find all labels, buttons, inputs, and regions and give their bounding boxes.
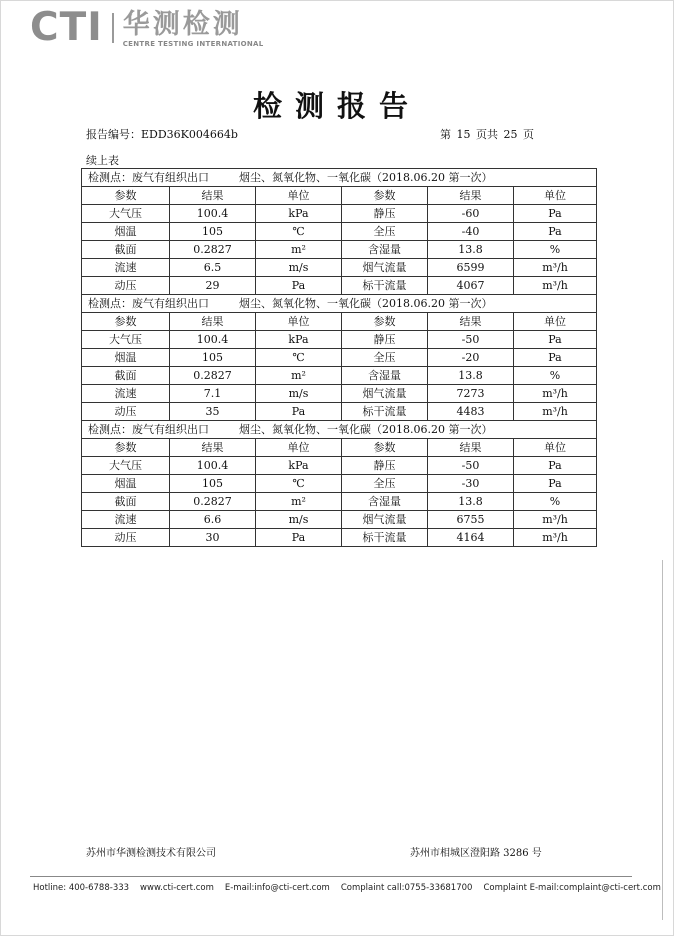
table-row bbox=[82, 403, 597, 421]
test-items-label: 烟尘、氮氧化物、一氧化碳（2018.06.20 第一次） bbox=[239, 423, 493, 436]
table-cell: Pa bbox=[514, 457, 597, 475]
table-cell: -40 bbox=[428, 223, 514, 241]
table-cell: Pa bbox=[256, 403, 342, 421]
column-header: 参数 bbox=[342, 313, 428, 331]
table-cell: Pa bbox=[256, 529, 342, 547]
footer-address: 苏州市相城区澄阳路 3286 号 bbox=[410, 848, 542, 859]
table-cell: 大气压 bbox=[82, 331, 170, 349]
table-cell: m³/h bbox=[514, 511, 597, 529]
footer-email[interactable]: E-mail:info@cti-cert.com bbox=[224, 883, 330, 893]
column-header-row bbox=[82, 439, 597, 457]
table-cell: m² bbox=[256, 241, 342, 259]
table-cell: 100.4 bbox=[170, 205, 256, 223]
table-cell: 动压 bbox=[82, 277, 170, 295]
table-cell: 13.8 bbox=[428, 493, 514, 511]
table-cell: -30 bbox=[428, 475, 514, 493]
table-cell: 标干流量 bbox=[342, 403, 428, 421]
table-cell: 大气压 bbox=[82, 205, 170, 223]
table-cell: ℃ bbox=[256, 475, 342, 493]
table-cell: 动压 bbox=[82, 403, 170, 421]
table-cell: 烟气流量 bbox=[342, 385, 428, 403]
test-site-label: 检测点：废气有组织出口 bbox=[88, 171, 209, 184]
table-cell: 105 bbox=[170, 223, 256, 241]
table-cell: 静压 bbox=[342, 205, 428, 223]
column-header: 单位 bbox=[514, 313, 597, 331]
table-cell: m³/h bbox=[514, 403, 597, 421]
table-cell: 静压 bbox=[342, 457, 428, 475]
table-row bbox=[82, 457, 597, 475]
table-cell: 截面 bbox=[82, 367, 170, 385]
logo-english-name: CENTRE TESTING INTERNATIONAL bbox=[122, 40, 264, 48]
column-header: 参数 bbox=[342, 439, 428, 457]
section-header-row bbox=[82, 169, 597, 187]
table-cell: 烟气流量 bbox=[342, 259, 428, 277]
column-header: 结果 bbox=[428, 439, 514, 457]
table-row bbox=[82, 493, 597, 511]
table-cell: 6.5 bbox=[170, 259, 256, 277]
table-cell: 烟温 bbox=[82, 223, 170, 241]
table-cell: 流速 bbox=[82, 511, 170, 529]
column-header: 单位 bbox=[514, 439, 597, 457]
column-header: 参数 bbox=[342, 187, 428, 205]
table-cell: 含湿量 bbox=[342, 367, 428, 385]
table-cell: kPa bbox=[256, 457, 342, 475]
continued-label: 续上表 bbox=[86, 154, 119, 167]
section-header bbox=[82, 295, 597, 313]
column-header: 参数 bbox=[82, 439, 170, 457]
page-fold-line bbox=[662, 560, 663, 920]
footer-website[interactable]: www.cti-cert.com bbox=[140, 883, 214, 893]
table-cell: 13.8 bbox=[428, 241, 514, 259]
table-cell: m³/h bbox=[514, 385, 597, 403]
table-cell: 标干流量 bbox=[342, 529, 428, 547]
table-cell: 0.2827 bbox=[170, 241, 256, 259]
table-row bbox=[82, 205, 597, 223]
table-cell: 静压 bbox=[342, 331, 428, 349]
table-cell: m² bbox=[256, 367, 342, 385]
measurement-table bbox=[81, 168, 597, 547]
report-number: 报告编号：EDD36K004664b bbox=[86, 128, 238, 141]
footer-hotline: Hotline: 400-6788-333 bbox=[33, 883, 130, 893]
table-cell: 4483 bbox=[428, 403, 514, 421]
table-cell: m/s bbox=[256, 259, 342, 277]
column-header: 结果 bbox=[170, 313, 256, 331]
footer-company: 苏州市华测检测技术有限公司 bbox=[86, 848, 216, 859]
logo-right bbox=[123, 10, 264, 49]
table-row bbox=[82, 349, 597, 367]
table-cell: m³/h bbox=[514, 259, 597, 277]
table-cell: 烟气流量 bbox=[342, 511, 428, 529]
table-cell: Pa bbox=[514, 475, 597, 493]
section-header-row bbox=[82, 421, 597, 439]
table-cell: m² bbox=[256, 493, 342, 511]
footer-complaint-email[interactable]: Complaint E-mail:complaint@cti-cert.com bbox=[483, 883, 661, 893]
table-cell: Pa bbox=[514, 223, 597, 241]
table-cell: 6.6 bbox=[170, 511, 256, 529]
table-cell: 105 bbox=[170, 349, 256, 367]
table-cell: 全压 bbox=[342, 223, 428, 241]
table-cell: 全压 bbox=[342, 349, 428, 367]
table-cell: 29 bbox=[170, 277, 256, 295]
table-row bbox=[82, 529, 597, 547]
table-row bbox=[82, 367, 597, 385]
table-row bbox=[82, 511, 597, 529]
table-row bbox=[82, 241, 597, 259]
column-header: 结果 bbox=[428, 313, 514, 331]
table-cell: 标干流量 bbox=[342, 277, 428, 295]
table-cell: -60 bbox=[428, 205, 514, 223]
column-header-row bbox=[82, 187, 597, 205]
table-cell: Pa bbox=[514, 349, 597, 367]
table-cell: m³/h bbox=[514, 277, 597, 295]
table-cell: m/s bbox=[256, 511, 342, 529]
report-title: 检测报告 bbox=[252, 89, 421, 123]
table-cell: % bbox=[514, 367, 597, 385]
table-cell: 含湿量 bbox=[342, 493, 428, 511]
column-header: 单位 bbox=[514, 187, 597, 205]
table-cell: 截面 bbox=[82, 241, 170, 259]
table-cell: 4067 bbox=[428, 277, 514, 295]
footer-divider bbox=[30, 876, 632, 877]
logo-divider bbox=[112, 13, 114, 43]
table-cell: 105 bbox=[170, 475, 256, 493]
table-row bbox=[82, 223, 597, 241]
table-cell: 0.2827 bbox=[170, 493, 256, 511]
section-header bbox=[82, 169, 597, 187]
table-row bbox=[82, 385, 597, 403]
table-cell: 截面 bbox=[82, 493, 170, 511]
table-cell: 烟温 bbox=[82, 349, 170, 367]
page-info: 第 15 页共 25 页 bbox=[440, 128, 534, 141]
column-header: 结果 bbox=[170, 439, 256, 457]
column-header: 参数 bbox=[82, 187, 170, 205]
table-cell: 0.2827 bbox=[170, 367, 256, 385]
table-cell: ℃ bbox=[256, 223, 342, 241]
table-cell: 烟温 bbox=[82, 475, 170, 493]
table-cell: 35 bbox=[170, 403, 256, 421]
column-header-row bbox=[82, 313, 597, 331]
table-cell: 6755 bbox=[428, 511, 514, 529]
column-header: 结果 bbox=[428, 187, 514, 205]
table-cell: 7.1 bbox=[170, 385, 256, 403]
table-row bbox=[82, 259, 597, 277]
table-cell: 4164 bbox=[428, 529, 514, 547]
table-cell: 流速 bbox=[82, 259, 170, 277]
table-cell: 动压 bbox=[82, 529, 170, 547]
table-cell: 30 bbox=[170, 529, 256, 547]
column-header: 单位 bbox=[256, 187, 342, 205]
test-items-label: 烟尘、氮氧化物、一氧化碳（2018.06.20 第一次） bbox=[239, 297, 493, 310]
test-site-label: 检测点：废气有组织出口 bbox=[88, 297, 209, 310]
table-cell: Pa bbox=[256, 277, 342, 295]
table-cell: 100.4 bbox=[170, 331, 256, 349]
table-cell: 13.8 bbox=[428, 367, 514, 385]
company-logo bbox=[30, 5, 264, 50]
table-cell: kPa bbox=[256, 205, 342, 223]
table-cell: 6599 bbox=[428, 259, 514, 277]
table-cell: 大气压 bbox=[82, 457, 170, 475]
table-cell: % bbox=[514, 493, 597, 511]
test-site-label: 检测点：废气有组织出口 bbox=[88, 423, 209, 436]
table-row bbox=[82, 475, 597, 493]
table-cell: m/s bbox=[256, 385, 342, 403]
table-row bbox=[82, 331, 597, 349]
section-header-row bbox=[82, 295, 597, 313]
table-cell: m³/h bbox=[514, 529, 597, 547]
table-cell: 流速 bbox=[82, 385, 170, 403]
table-cell: -20 bbox=[428, 349, 514, 367]
table-cell: Pa bbox=[514, 331, 597, 349]
table-row bbox=[82, 277, 597, 295]
table-cell: 7273 bbox=[428, 385, 514, 403]
section-header bbox=[82, 421, 597, 439]
logo-text: CTI bbox=[30, 5, 103, 50]
table-cell: Pa bbox=[514, 205, 597, 223]
table-cell: ℃ bbox=[256, 349, 342, 367]
logo-chinese-name: 华测检测 bbox=[122, 9, 243, 40]
test-items-label: 烟尘、氮氧化物、一氧化碳（2018.06.20 第一次） bbox=[239, 171, 493, 184]
table-cell: 全压 bbox=[342, 475, 428, 493]
footer-contacts bbox=[33, 883, 661, 893]
column-header: 单位 bbox=[256, 313, 342, 331]
table-cell: -50 bbox=[428, 331, 514, 349]
table-cell: 100.4 bbox=[170, 457, 256, 475]
column-header: 参数 bbox=[82, 313, 170, 331]
table-cell: 含湿量 bbox=[342, 241, 428, 259]
column-header: 结果 bbox=[170, 187, 256, 205]
table-cell: kPa bbox=[256, 331, 342, 349]
table-cell: -50 bbox=[428, 457, 514, 475]
footer-complaint-call: Complaint call:0755-33681700 bbox=[340, 883, 473, 893]
column-header: 单位 bbox=[256, 439, 342, 457]
table-cell: % bbox=[514, 241, 597, 259]
